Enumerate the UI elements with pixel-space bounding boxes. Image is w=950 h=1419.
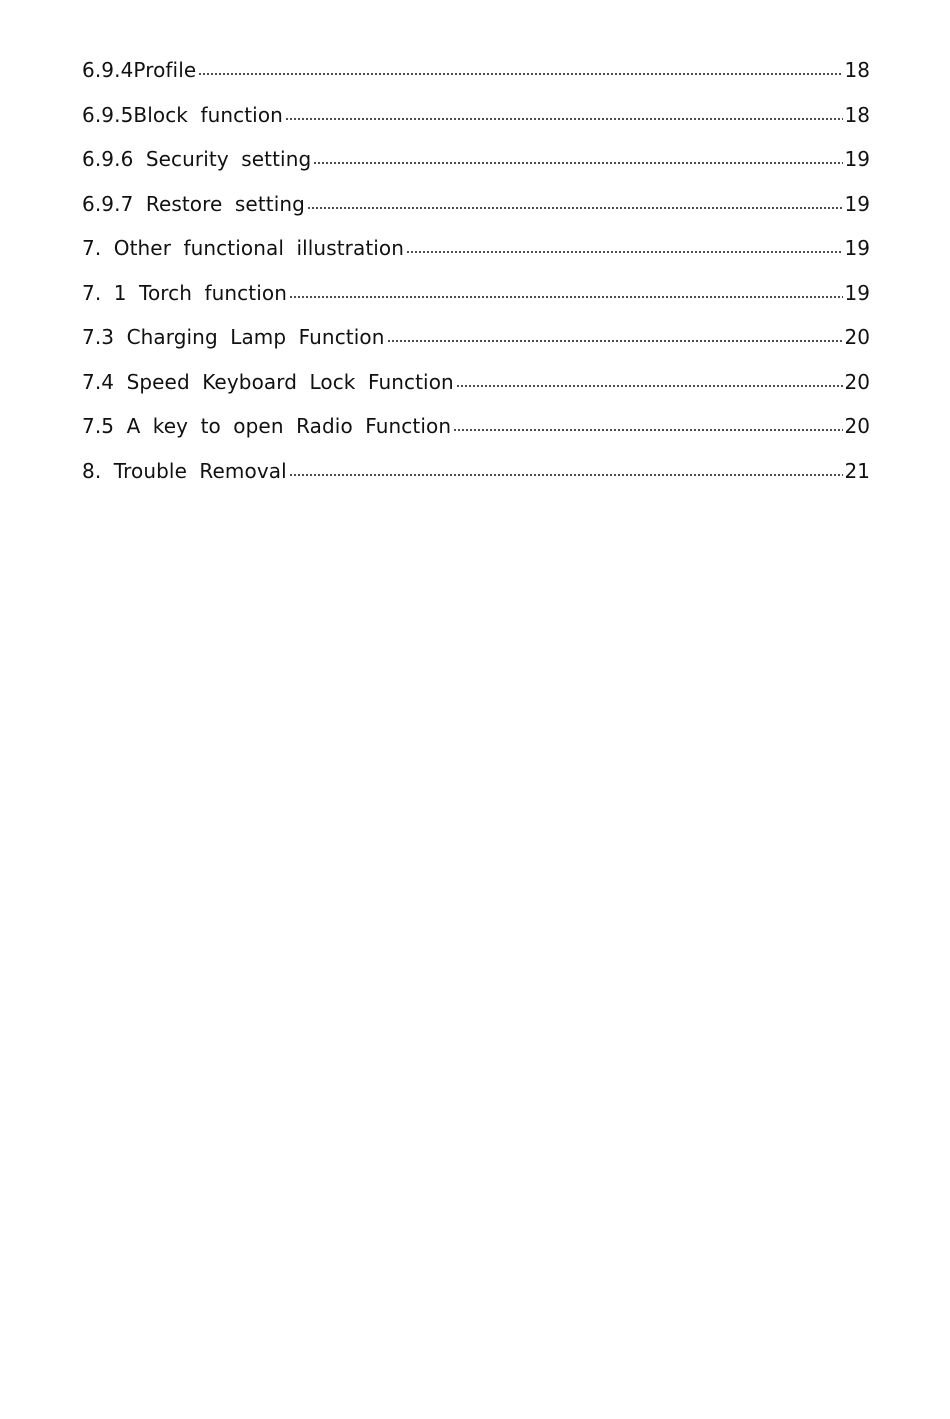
toc-entry-title: 7.4 Speed Keyboard Lock Function [82,369,454,394]
toc-entry-title: 7.5 A key to open Radio Function [82,414,452,438]
toc-entry[interactable] [82,408,870,453]
toc-dot-leader [285,118,843,120]
toc-dot-leader [307,207,843,209]
toc-dot-leader [289,296,843,298]
toc-entry-page: 20 [844,369,870,394]
toc-entry-page: 20 [844,414,870,438]
toc-entry-page: 20 [844,325,870,349]
toc-entry-page: 18 [844,102,870,127]
toc-dot-leader [289,474,843,476]
toc-entry[interactable] [82,141,870,186]
toc-entry-title: 6.9.5Block function [82,102,283,127]
toc-entry-title: 7.3 Charging Lamp Function [82,325,385,349]
toc-dot-leader [387,340,843,342]
toc-entry-title: 6.9.6 Security setting [82,147,312,171]
toc-dot-leader [198,73,842,75]
toc-entry[interactable] [82,230,870,275]
toc-entry[interactable] [82,453,870,498]
toc-entry-title: 8. Trouble Removal [82,458,287,483]
toc-entry[interactable] [82,186,870,231]
toc-entry-title: 6.9.7 Restore setting [82,191,305,216]
toc-entry[interactable] [82,97,870,142]
toc-entry-page: 19 [844,280,870,305]
toc-entry-page: 18 [844,58,870,82]
toc-dot-leader [406,251,842,253]
toc-entry-page: 19 [844,147,870,171]
toc-entry-page: 19 [844,236,870,260]
toc-entry[interactable] [82,275,870,320]
table-of-contents [82,52,870,497]
toc-entry[interactable] [82,52,870,97]
toc-entry-title: 7. Other functional illustration [82,236,405,260]
toc-entry-title: 7. 1 Torch function [82,280,287,305]
toc-entry-page: 19 [844,191,870,216]
toc-dot-leader [313,162,842,164]
toc-dot-leader [453,429,842,431]
toc-dot-leader [456,385,843,387]
toc-entry[interactable] [82,319,870,364]
toc-entry-title: 6.9.4Profile [82,58,197,82]
toc-entry-page: 21 [844,458,870,483]
toc-entry[interactable] [82,364,870,409]
